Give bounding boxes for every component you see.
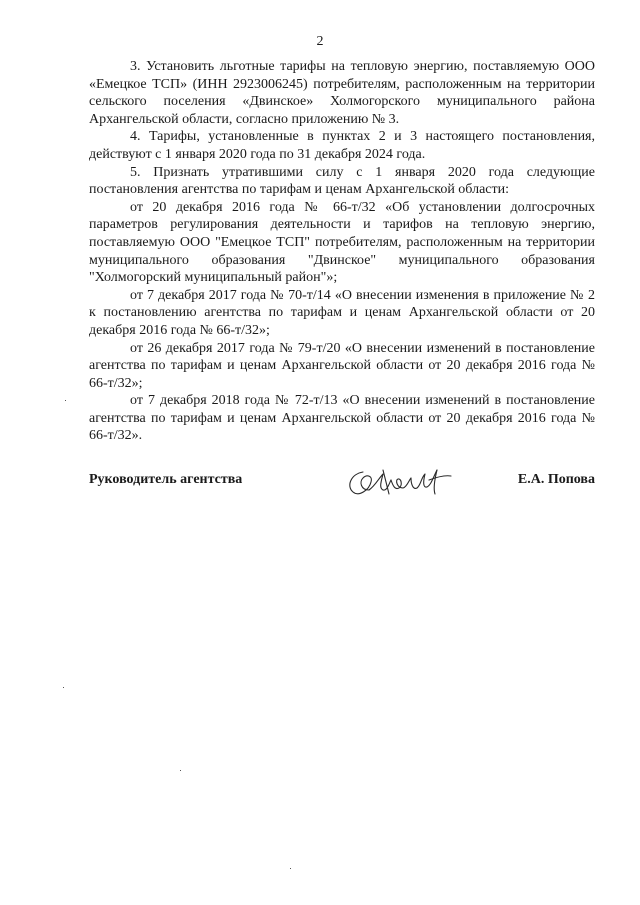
signature-block — [89, 460, 595, 504]
document-body — [89, 58, 595, 445]
handwritten-signature — [343, 460, 453, 500]
scan-artifact — [63, 687, 64, 688]
signatory-title: Руководитель агентства — [89, 472, 243, 487]
repealed-resolution-2: от 7 декабря 2017 года № 70-т/14 «О внесении изменения в приложение № 2 к постановлению агентства по тарифам и ценам Архангельской области от 20 декабря 2016 года № 66-т/32»; — [89, 287, 595, 338]
repealed-resolution-4: от 7 декабря 2018 года № 72-т/13 «О внесении изменений в постановление агентства по тарифам и ценам Архангельской области от 20 декабря 2016 года № 66-т/32». — [89, 393, 595, 444]
paragraph-item-4: 4. Тарифы, установленные в пунктах 2 и 3 настоящего постановления, действуют с 1 января 2020 года по 31 декабря 2024 года. — [89, 129, 595, 162]
signatory-name: Е.А. Попова — [517, 472, 595, 487]
page-number: 2 — [316, 34, 324, 49]
scan-artifact — [65, 400, 66, 401]
repealed-resolution-3: от 26 декабря 2017 года № 79-т/20 «О внесении изменений в постановление агентства по тарифам и ценам Архангельской области от 20 декабря 2016 года № 66-т/32»; — [89, 340, 595, 391]
scan-artifact — [290, 868, 291, 869]
repealed-resolution-1: от 20 декабря 2016 года № 66-т/32 «Об установлении долгосрочных параметров регулирования деятельности и тарифов на тепловую энергию, поставляемую ООО "Емецкое ТСП" потребителям, расположенным на территории муниципального образования "Двинское" муниципального образования "Холмогорский муниципальный район"»; — [89, 199, 595, 286]
paragraph-item-3: 3. Установить льготные тарифы на тепловую энергию, поставляемую ООО «Емецкое ТСП» (ИНН 2923006245) потребителям, расположенным на территории сельского поселения «Двинское» Холмогорского муниципального района Архангельской области, согласно приложению № 3. — [89, 59, 595, 127]
paragraph-item-5: 5. Признать утратившими силу с 1 января 2020 года следующие постановления агентства по тарифам и ценам Архангельской области: — [89, 164, 595, 198]
scan-artifact — [180, 770, 181, 771]
